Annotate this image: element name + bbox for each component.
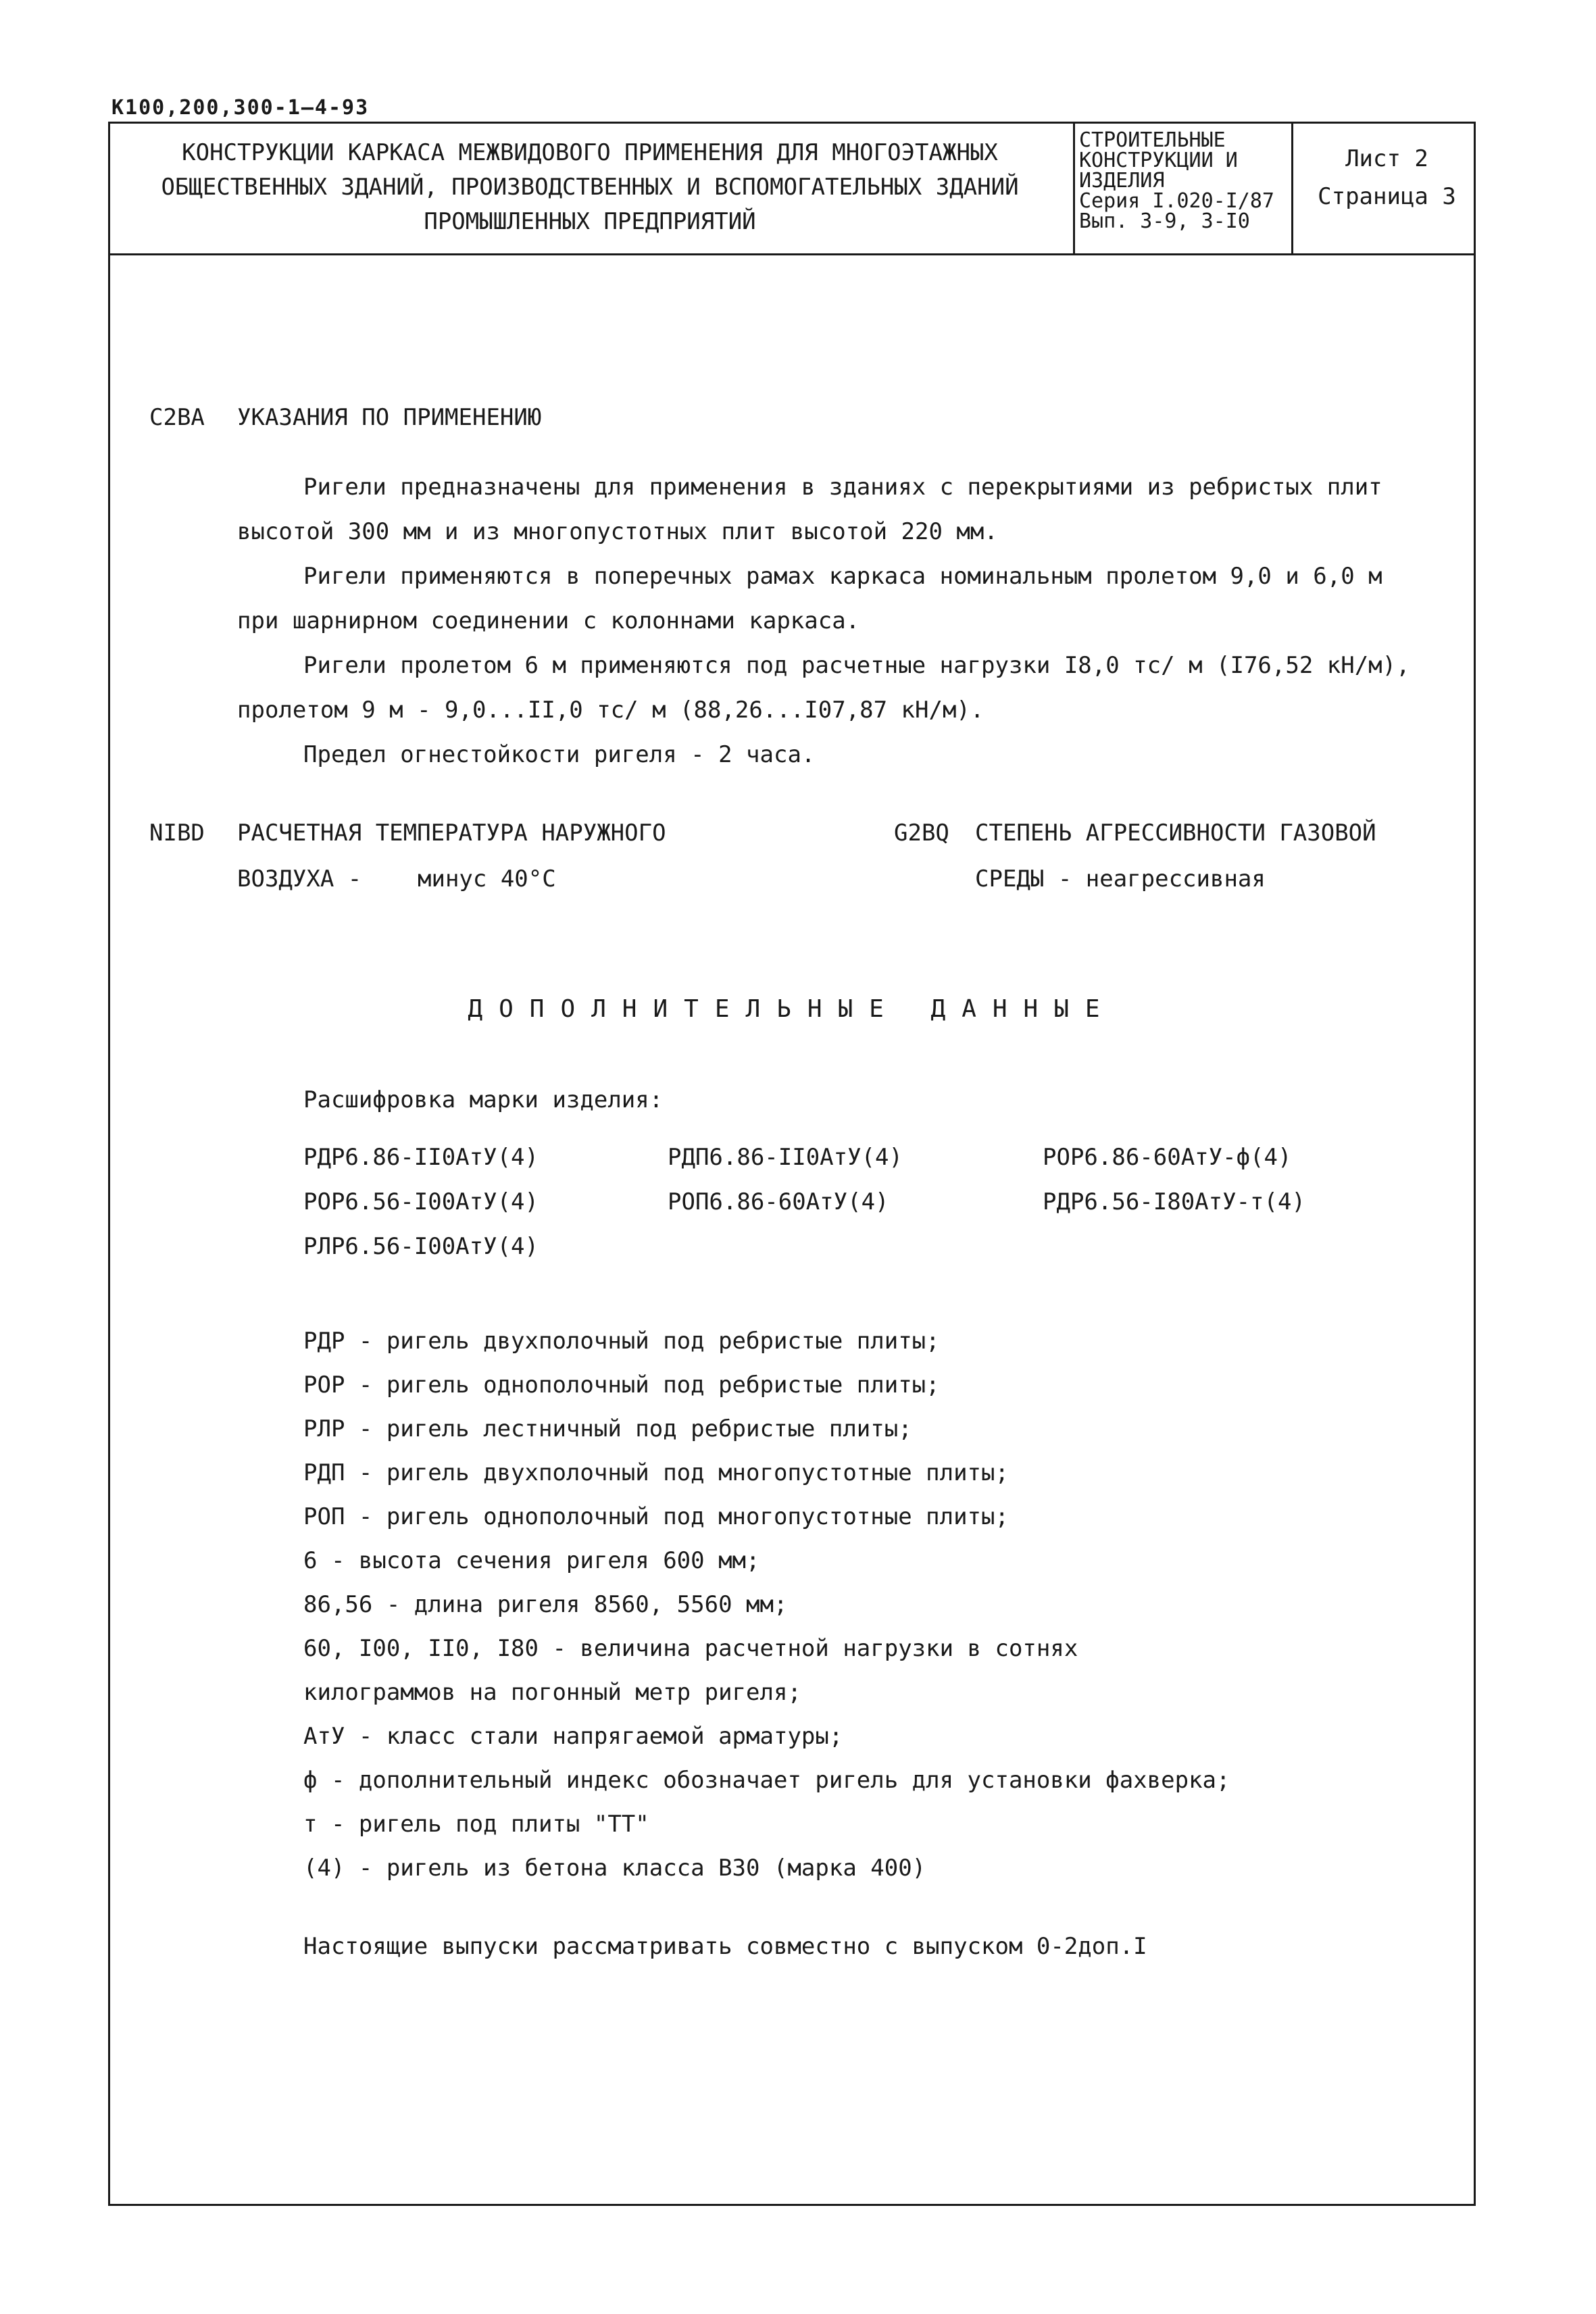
product-mark: РОП6.86-60АтУ(4) [668, 1188, 889, 1215]
legend-line: 60, I00, II0, I80 - величина расчетной нагрузки в сотнях [303, 1635, 1078, 1662]
title-block [110, 124, 1474, 255]
product-mark: РДР6.56-I80АтУ-т(4) [1043, 1188, 1305, 1215]
legend-line: 86,56 - длина ригеля 8560, 5560 мм; [303, 1591, 788, 1618]
paragraph-line: Предел огнестойкости ригеля - 2 часа. [303, 741, 816, 768]
temperature-code: NIBD [149, 820, 205, 847]
legend-line: 6 - высота сечения ригеля 600 мм; [303, 1547, 760, 1574]
sheet-info [1296, 124, 1478, 253]
title-line: ПРОМЫШЛЕННЫХ ПРЕДПРИЯТИЙ [424, 208, 756, 235]
page-number: Страница 3 [1318, 183, 1456, 210]
product-mark: РДП6.86-II0АтУ(4) [668, 1144, 903, 1171]
usage-paragraph [237, 465, 1410, 777]
aggressiveness-title: СТЕПЕНЬ АГРЕССИВНОСТИ ГАЗОВОЙ [975, 820, 1376, 847]
legend-line: ф - дополнительный индекс обозначает ригель для установки фахверка; [303, 1767, 1230, 1794]
temperature-value: минус 40°С [418, 865, 556, 892]
title-line: КОНСТРУКЦИИ КАРКАСА МЕЖВИДОВОГО ПРИМЕНЕНИЯ ДЛЯ МНОГОЭТАЖНЫХ [182, 139, 998, 166]
legend-line: РОР - ригель однополочный под ребристые плиты; [303, 1372, 940, 1399]
product-mark: РОР6.56-I00АтУ(4) [303, 1188, 539, 1215]
legend-line: РДР - ригель двухполочный под ребристые плиты; [303, 1328, 940, 1355]
legend-line: килограммов на погонный метр ригеля; [303, 1679, 801, 1706]
temperature-label: ВОЗДУХА - [237, 865, 362, 892]
document-title [110, 136, 1070, 239]
mark-legend [303, 1319, 1230, 1890]
sheet-number: Лист 2 [1345, 145, 1428, 172]
series-line: Вып. 3-9, 3-I0 [1079, 209, 1250, 233]
paragraph-line: при шарнирном соединении с колоннами каркаса. [237, 607, 860, 634]
series-line: ИЗДЕЛИЯ [1079, 169, 1165, 193]
series-line: СТРОИТЕЛЬНЫЕ [1079, 128, 1226, 152]
paragraph-line: Ригели применяются в поперечных рамах каркаса номинальным пролетом 9,0 и 6,0 м [303, 563, 1382, 590]
legend-line: т - ригель под плиты "ТТ" [303, 1811, 649, 1838]
legend-line: РОП - ригель однополочный под многопустотные плиты; [303, 1503, 1009, 1530]
paragraph-line: Ригели предназначены для применения в зданиях с перекрытиями из ребристых плит [303, 474, 1382, 501]
paragraph-line: высотой 300 мм и из многопустотных плит высотой 220 мм. [237, 518, 998, 545]
title-line: ОБЩЕСТВЕННЫХ ЗДАНИЙ, ПРОИЗВОДСТВЕННЫХ И ВСПОМОГАТЕЛЬНЫХ ЗДАНИЙ [161, 174, 1019, 201]
legend-line: РЛР - ригель лестничный под ребристые плиты; [303, 1415, 912, 1442]
product-mark: РДР6.86-II0АтУ(4) [303, 1144, 539, 1171]
marks-intro: Расшифровка марки изделия: [303, 1086, 664, 1113]
product-mark: РОР6.86-60АтУ-ф(4) [1043, 1144, 1292, 1171]
paragraph-line: Ригели пролетом 6 м применяются под расчетные нагрузки I8,0 тс/ м (I76,52 кН/м), [303, 652, 1410, 679]
series-line: КОНСТРУКЦИИ И [1079, 149, 1238, 172]
series-line: Серия I.020-I/87 [1079, 189, 1274, 213]
product-mark: РЛР6.56-I00АтУ(4) [303, 1233, 539, 1260]
aggressiveness-code: G2BQ [894, 820, 949, 847]
legend-line: (4) - ригель из бетона класса В30 (марка 400) [303, 1855, 926, 1882]
paragraph-line: пролетом 9 м - 9,0...II,0 тс/ м (88,26...I07,87 кН/м). [237, 697, 984, 724]
section-title: УКАЗАНИЯ ПО ПРИМЕНЕНИЮ [237, 404, 542, 431]
legend-line: РДП - ригель двухполочный под многопустотные плиты; [303, 1459, 1009, 1486]
additional-data-heading: ДОПОЛНИТЕЛЬНЫЕ ДАННЫЕ [468, 995, 1116, 1023]
document-code: К100,200,300-1—4-93 [111, 96, 370, 120]
temperature-title: РАСЧЕТНАЯ ТЕМПЕРАТУРА НАРУЖНОГО [237, 820, 666, 847]
page-frame [108, 122, 1476, 2206]
legend-line: АтУ - класс стали напрягаемой арматуры; [303, 1723, 843, 1750]
series-info [1073, 124, 1293, 253]
note: Настоящие выпуски рассматривать совместно с выпуском 0-2доп.I [303, 1933, 1147, 1960]
section-code: С2ВА [149, 404, 205, 431]
aggressiveness-value: СРЕДЫ - неагрессивная [975, 865, 1266, 892]
